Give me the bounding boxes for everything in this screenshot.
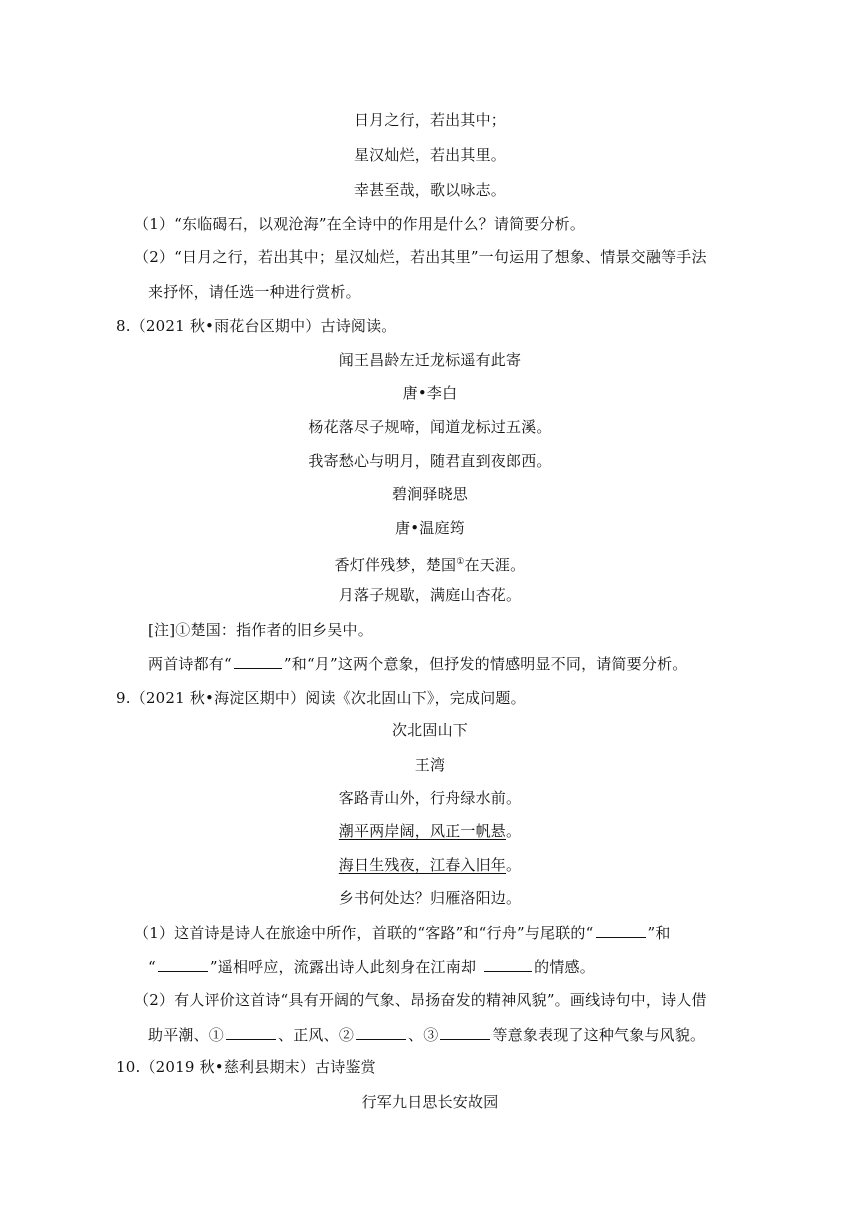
- footnote-marker: ①: [456, 557, 465, 567]
- underlined-verse: 海日生残夜，江春入旧年: [338, 856, 506, 874]
- q8-heading: 8.（2021 秋•雨花台区期中）古诗阅读。: [116, 317, 397, 335]
- q10-heading: 10.（2019 秋•慈利县期末）古诗鉴赏: [116, 1058, 376, 1076]
- poem-line: [0, 855, 860, 875]
- poem-line: [0, 821, 860, 841]
- answer-blank[interactable]: [440, 1024, 490, 1040]
- question-text: ”和“月”这两个意象，但抒发的情感明显不同，请简要分析。: [283, 655, 688, 673]
- underlined-verse: 潮平两岸阔，风正一帆悬: [338, 822, 506, 840]
- question-text: ”和: [647, 924, 671, 942]
- poem-author: 唐•温庭筠: [395, 519, 465, 537]
- q7-sub-question-1: （1）“东临碣石，以观沧海”在全诗中的作用是什么？请简要分析。: [134, 215, 586, 233]
- poem-line: 幸甚至哉，歌以咏志。: [353, 181, 506, 199]
- q7-sub-question-2: （2）“日月之行，若出其中；星汉灿烂，若出其里”一句运用了想象、情景交融等手法: [134, 248, 707, 266]
- q9-sub-question-1-cont: [148, 956, 595, 977]
- question-text: （1）这首诗是诗人在旅途中所作，首联的“客路”和“行舟”与尾联的“: [134, 924, 594, 942]
- poem-line: 客路青山外，行舟绿水前。: [338, 789, 522, 807]
- question-text: 、正风、②: [278, 1026, 355, 1044]
- poem-author: 王湾: [414, 756, 446, 774]
- poem-title: 行军九日思长安故园: [361, 1093, 499, 1111]
- poem-line: 月落子规歇，满庭山杏花。: [338, 586, 522, 604]
- q9-heading: 9.（2021 秋•海淀区期中）阅读《次北固山下》，完成问题。: [116, 689, 526, 707]
- poem-author: 唐•李白: [402, 384, 458, 402]
- question-text: 助平潮、①: [148, 1026, 225, 1044]
- question-text: 的情感。: [534, 958, 595, 976]
- poem-text: 香灯伴残梦，楚国: [334, 556, 457, 574]
- question-text: 、③: [408, 1026, 439, 1044]
- poem-text: 。: [506, 856, 522, 874]
- q8-question: [148, 653, 687, 674]
- question-text: ”遥相呼应，流露出诗人此刻身在江南却: [209, 958, 477, 976]
- answer-blank[interactable]: [596, 922, 646, 938]
- poem-line: 杨花落尽子规啼，闻道龙标过五溪。: [308, 418, 552, 436]
- answer-blank[interactable]: [356, 1024, 406, 1040]
- q9-sub-question-2: （2）有人评价这首诗“具有开阔的气象、昂扬奋发的精神风貌”。画线诗句中，诗人借: [134, 991, 707, 1009]
- q9-sub-question-2-cont: [148, 1024, 705, 1045]
- question-text: 等意象表现了这种气象与风貌。: [492, 1026, 706, 1044]
- question-text: “: [148, 958, 156, 976]
- answer-blank[interactable]: [234, 653, 282, 669]
- poem-line: [0, 552, 860, 575]
- question-text: 两首诗都有“: [148, 655, 232, 673]
- answer-blank[interactable]: [484, 956, 532, 972]
- poem-line: 日月之行，若出其中；: [353, 111, 506, 129]
- q7-sub-question-2-cont: 来抒怀，请任选一种进行赏析。: [148, 283, 361, 301]
- poem-title: 次北固山下: [391, 721, 468, 739]
- poem-title: 碧涧驿晓思: [391, 485, 468, 503]
- poem-text: 在天涯。: [464, 556, 526, 574]
- poem-line: 乡书何处达？归雁洛阳边。: [338, 889, 522, 907]
- footnote: [注]①楚国：指作者的旧乡吴中。: [148, 621, 373, 639]
- poem-line: 我寄愁心与明月，随君直到夜郎西。: [308, 452, 552, 470]
- answer-blank[interactable]: [158, 956, 208, 972]
- q9-sub-question-1: [134, 922, 671, 943]
- poem-line: 星汉灿烂，若出其里。: [353, 146, 506, 164]
- answer-blank[interactable]: [226, 1024, 276, 1040]
- poem-title: 闻王昌龄左迁龙标遥有此寄: [338, 351, 522, 369]
- poem-text: 。: [506, 822, 522, 840]
